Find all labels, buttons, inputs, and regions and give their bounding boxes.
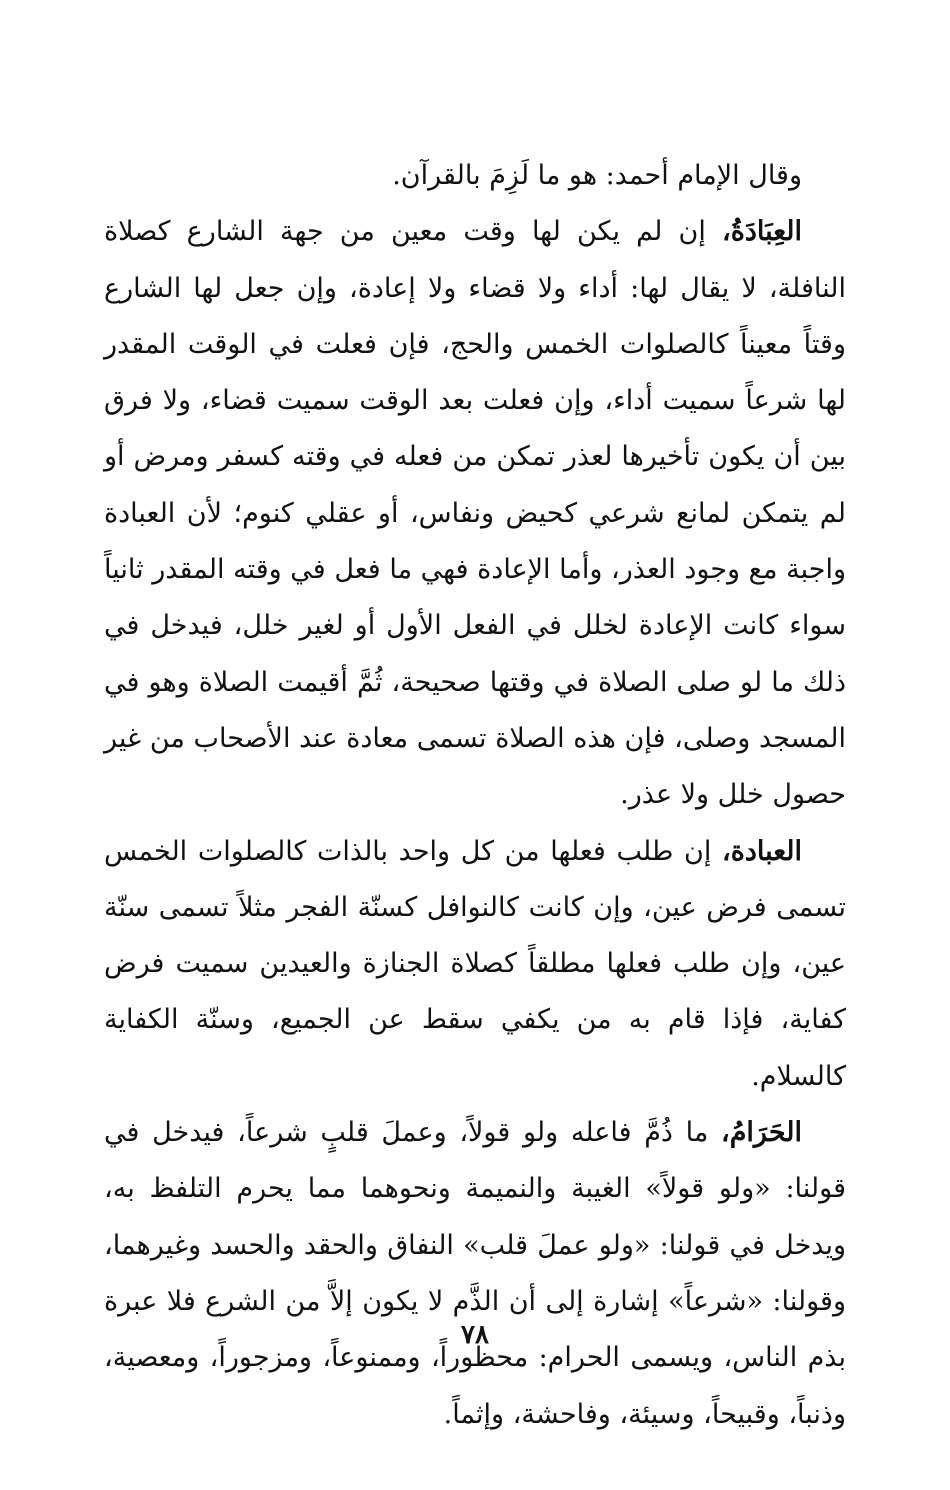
paragraph-ibada-timing (104, 204, 846, 823)
page-number: ٧٨ (461, 1320, 489, 1350)
paragraph-text: ما ذُمَّ فاعله ولو قولاً، وعملَ قلبٍ شرعاً، فيدخل في قولنا: «ولو قولاً» الغيبة والنميمة ونحوهما مما يحرم التلفظ به، ويدخل في قولنا: «ولو عملَ قلب» النفاق والحقد والحسد وغيرهما، وقولنا: «شرعاً» إشارة إلى أن الذَّم لا يكون إلاَّ من الشرع فلا عبرة بذم الناس، ويسمى الحرام: محظوراً، وممنوعاً، ومزجوراً، ومعصية، وذنباً، وقبيحاً، وسيئة، وفاحشة، وإثماً. (104, 1117, 846, 1430)
paragraph-text: وقال الإمام أحمد: هو ما لَزِمَ بالقرآن. (392, 160, 802, 191)
paragraph-haram (104, 1105, 846, 1443)
body-text (104, 148, 846, 1443)
term-haram: الحَرَامُ، (721, 1117, 802, 1149)
term-ibada: العِبَادَةُ، (721, 216, 802, 248)
paragraph-imam-ahmad (104, 148, 846, 204)
paragraph-ibada-fard (104, 824, 846, 1105)
paragraph-text: إن طلب فعلها من كل واحد بالذات كالصلوات الخمس تسمى فرض عين، وإن كانت كالنوافل كسنّة الفجر مثلاً تسمى سنّة عين، وإن طلب فعلها مطلقاً كصلاة الجنازة والعيدين سميت فرض كفاية، فإذا قام به من يكفي سقط عن الجميع، وسنّة الكفاية كالسلام. (104, 835, 846, 1092)
paragraph-text: إن لم يكن لها وقت معين من جهة الشارع كصلاة النافلة، لا يقال لها: أداء ولا قضاء ولا إعادة، وإن جعل لها الشارع وقتاً معيناً كالصلوات الخمس والحج، فإن فعلت في الوقت المقدر لها شرعاً سميت أداء، وإن فعلت بعد الوقت سميت قضاء، ولا فرق بين أن يكون تأخيرها لعذر تمكن من فعله في وقته كسفر ومرض أو لم يتمكن لمانع شرعي كحيض ونفاس، أو عقلي كنوم؛ لأن العبادة واجبة مع وجود العذر، وأما الإعادة فهي ما فعل في وقته المقدر ثانياً سواء كانت الإعادة لخلل في الفعل الأول أو لغير خلل، فيدخل في ذلك ما لو صلى الصلاة في وقتها صحيحة، ثُمَّ أقيمت الصلاة وهو في المسجد وصلى، فإن هذه الصلاة تسمى معادة عند الأصحاب من غير حصول خلل ولا عذر. (104, 216, 846, 811)
term-ibada-2: العبادة، (721, 835, 802, 867)
